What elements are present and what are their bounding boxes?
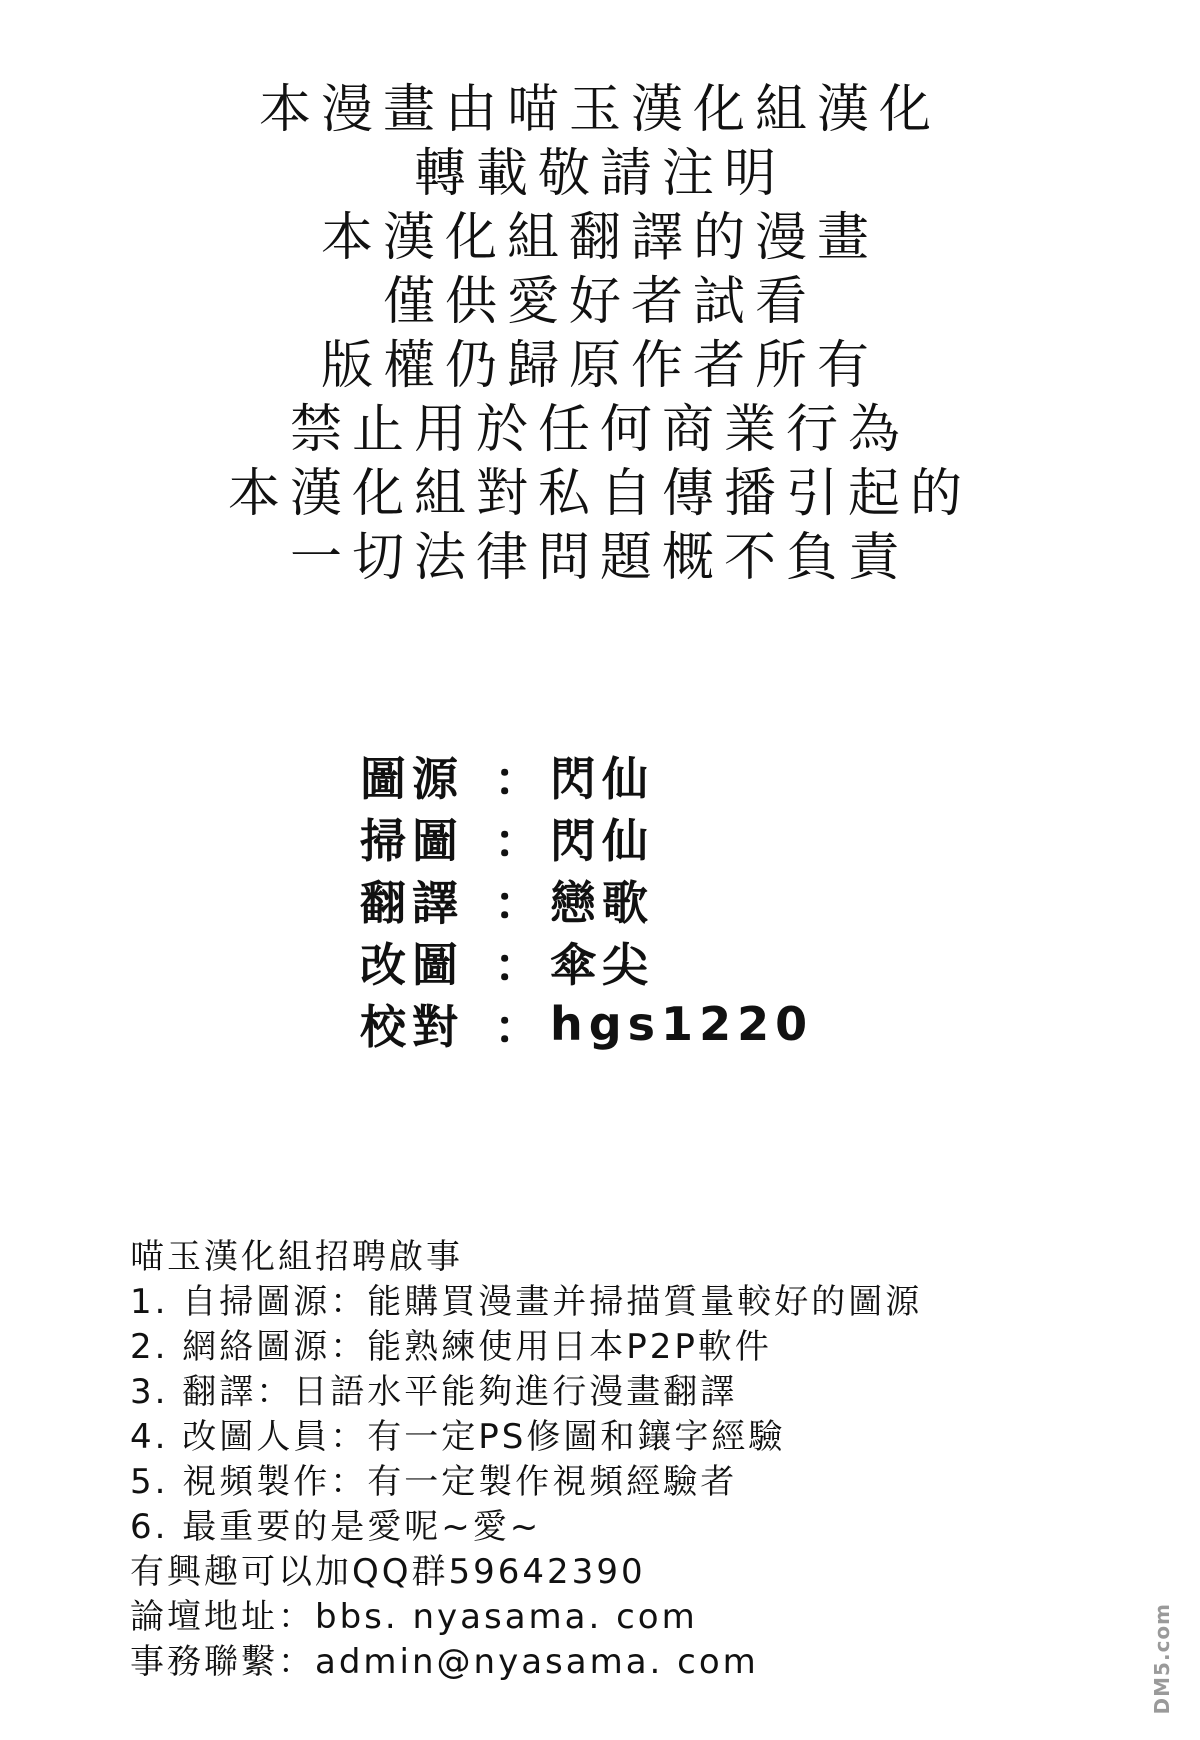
recruitment-notice — [130, 1235, 922, 1685]
recruitment-item: 1. 自掃圖源：能購買漫畫并掃描質量較好的圖源 — [130, 1282, 923, 1322]
credit-separator: ： — [494, 876, 546, 930]
credit-role: 改圖 — [360, 938, 464, 992]
credit-row-translation — [360, 869, 813, 931]
credit-name: 戀歌 — [550, 876, 654, 930]
recruitment-title: 喵玉漢化組招聘啟事 — [130, 1237, 463, 1277]
notice-line: 轉載敬請注明 — [413, 144, 786, 204]
credit-role: 翻譯 — [360, 876, 464, 930]
recruitment-item: 6. 最重要的是愛呢~愛~ — [130, 1507, 542, 1547]
staff-credits — [360, 745, 813, 1055]
credit-role: 圖源 — [360, 752, 464, 806]
credit-row-editing — [360, 931, 813, 993]
notice-line: 本漢化組對私自傳播引起的 — [227, 464, 972, 524]
credit-row-proofreading — [360, 993, 813, 1055]
forum-address-line: 論壇地址：bbs. nyasama. com — [130, 1597, 698, 1637]
credit-row-scan — [360, 807, 813, 869]
credit-name: 閃仙 — [550, 752, 654, 806]
recruitment-item: 2. 網絡圖源：能熟練使用日本P2P軟件 — [130, 1327, 772, 1367]
recruitment-item: 3. 翻譯：日語水平能夠進行漫畫翻譯 — [130, 1372, 738, 1412]
credit-role: 校對 — [360, 1000, 464, 1054]
credit-separator: ： — [494, 1000, 546, 1054]
credit-separator: ： — [494, 752, 546, 806]
notice-line: 禁止用於任何商業行為 — [289, 400, 910, 460]
notice-line: 本漫畫由喵玉漢化組漢化 — [258, 80, 941, 140]
credit-name: 閃仙 — [550, 814, 654, 868]
recruitment-item: 4. 改圖人員：有一定PS修圖和鑲字經驗 — [130, 1417, 786, 1457]
site-watermark — [1138, 1572, 1178, 1722]
credit-name: 傘尖 — [550, 938, 654, 992]
recruitment-item: 5. 視頻製作：有一定製作視頻經驗者 — [130, 1462, 738, 1502]
contact-email-line: 事務聯繫：admin@nyasama. com — [130, 1642, 759, 1682]
watermark-text: DM5.com — [1150, 1602, 1174, 1714]
credit-row-source — [360, 745, 813, 807]
notice-line: 一切法律問題概不負責 — [289, 528, 910, 588]
notice-line: 本漢化組翻譯的漫畫 — [320, 208, 879, 268]
credit-separator: ： — [494, 938, 546, 992]
notice-line: 僅供愛好者試看 — [382, 272, 817, 332]
credit-name: hgs1220 — [550, 997, 814, 1051]
qq-group-line: 有興趣可以加QQ群59642390 — [130, 1552, 646, 1592]
notice-line: 版權仍歸原作者所有 — [320, 336, 879, 396]
credit-role: 掃圖 — [360, 814, 464, 868]
copyright-notice — [0, 78, 1200, 590]
credit-separator: ： — [494, 814, 546, 868]
